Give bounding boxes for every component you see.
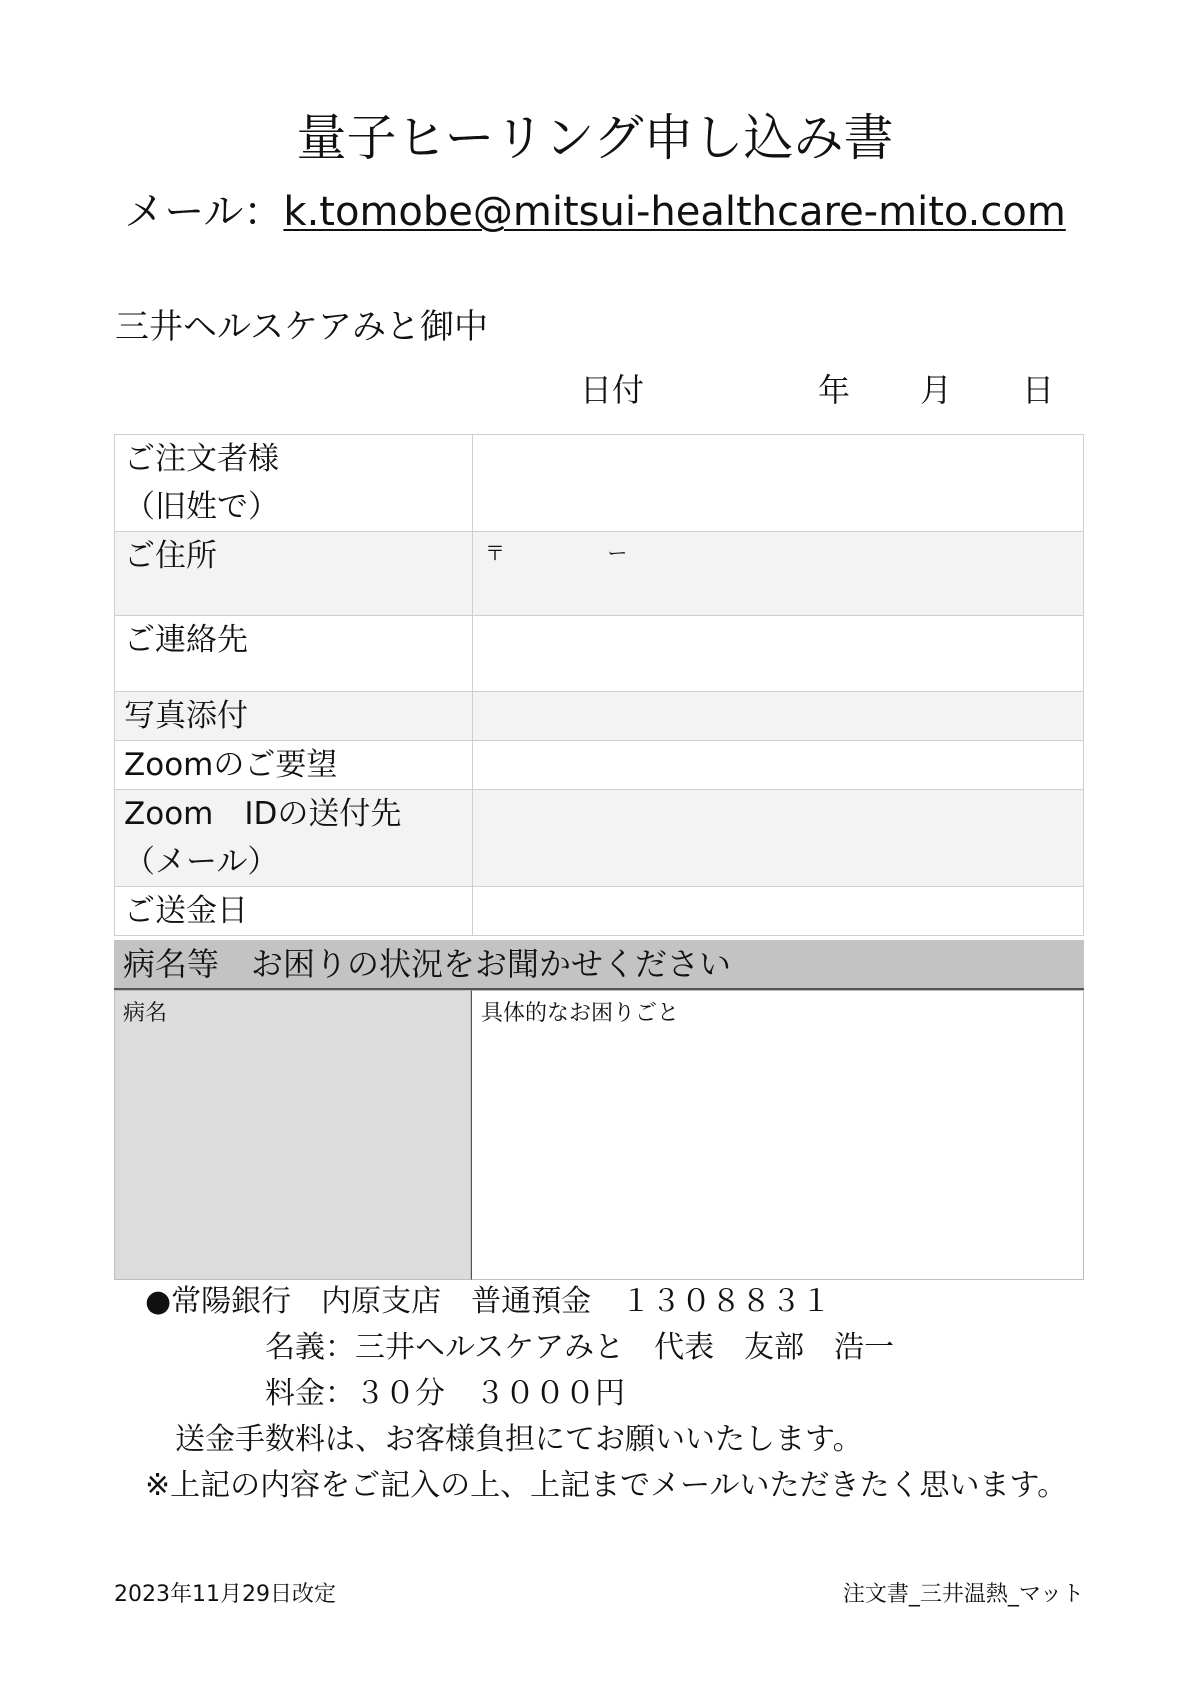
form-field-transfer-date[interactable] bbox=[473, 887, 1084, 936]
condition-section-header: 病名等 お困りの状況をお聞かせください bbox=[114, 940, 1084, 990]
date-day-label: 日 bbox=[1022, 371, 1055, 409]
form-label-zoom-request: Zoomのご要望 bbox=[115, 741, 473, 790]
form-label-address: ご住所 bbox=[115, 532, 473, 616]
document-name: 注文書_三井温熱_マット bbox=[842, 1582, 1084, 1607]
form-label-zoom-id: Zoom IDの送付先 （メール） bbox=[115, 790, 473, 887]
date-month-label: 月 bbox=[920, 371, 953, 409]
form-label-orderer: ご注文者様 （旧姓で） bbox=[115, 435, 473, 532]
postal-dash: ー bbox=[607, 541, 628, 565]
document-title: 量子ヒーリング申し込み書 bbox=[296, 109, 894, 167]
form-field-zoom-request[interactable] bbox=[473, 741, 1084, 790]
date-year-label: 年 bbox=[818, 371, 851, 409]
form-row-address bbox=[115, 532, 1084, 616]
form-label-transfer-date: ご送金日 bbox=[115, 887, 473, 936]
form-row-contact bbox=[115, 616, 1084, 692]
order-form-table bbox=[114, 434, 1084, 936]
form-row-transfer-date bbox=[115, 887, 1084, 936]
transfer-fee-note: 送金手数料は、お客様負担にてお願いいたします。 bbox=[175, 1422, 863, 1457]
form-field-zoom-id[interactable] bbox=[473, 790, 1084, 887]
trouble-label: 具体的なお困りごと bbox=[481, 1001, 680, 1026]
form-row-orderer bbox=[115, 435, 1084, 532]
form-row-photo bbox=[115, 692, 1084, 741]
fee-info: 料金：３０分 ３０００円 bbox=[265, 1376, 625, 1411]
form-label-photo: 写真添付 bbox=[115, 692, 473, 741]
form-field-address[interactable] bbox=[473, 532, 1084, 616]
trouble-field[interactable] bbox=[471, 990, 1084, 1280]
disease-label: 病名 bbox=[123, 1001, 168, 1026]
form-field-photo[interactable] bbox=[473, 692, 1084, 741]
postal-code-field bbox=[473, 532, 1083, 566]
form-row-zoom-request bbox=[115, 741, 1084, 790]
email-link[interactable]: k.tomobe@mitsui-healthcare-mito.com bbox=[283, 189, 1066, 235]
form-field-orderer[interactable] bbox=[473, 435, 1084, 532]
email-label: メール： bbox=[124, 189, 284, 235]
date-label: 日付 bbox=[580, 371, 645, 409]
disease-field[interactable] bbox=[114, 990, 471, 1280]
addressee: 三井ヘルスケアみと御中 bbox=[115, 307, 488, 347]
email-line bbox=[0, 186, 1190, 238]
form-label-contact: ご連絡先 bbox=[115, 616, 473, 692]
form-field-contact[interactable] bbox=[473, 616, 1084, 692]
form-row-zoom-id bbox=[115, 790, 1084, 887]
revision-date: 2023年11月29日改定 bbox=[114, 1582, 336, 1607]
postal-mark: 〒 bbox=[485, 541, 505, 565]
bank-account-info: ●常陽銀行 内原支店 普通預金 １３０８８３１ bbox=[145, 1284, 832, 1319]
account-holder: 名義：三井ヘルスケアみと 代表 友部 浩一 bbox=[265, 1330, 895, 1365]
request-note: ※上記の内容をご記入の上、上記までメールいただきたく思います。 bbox=[145, 1468, 1068, 1503]
